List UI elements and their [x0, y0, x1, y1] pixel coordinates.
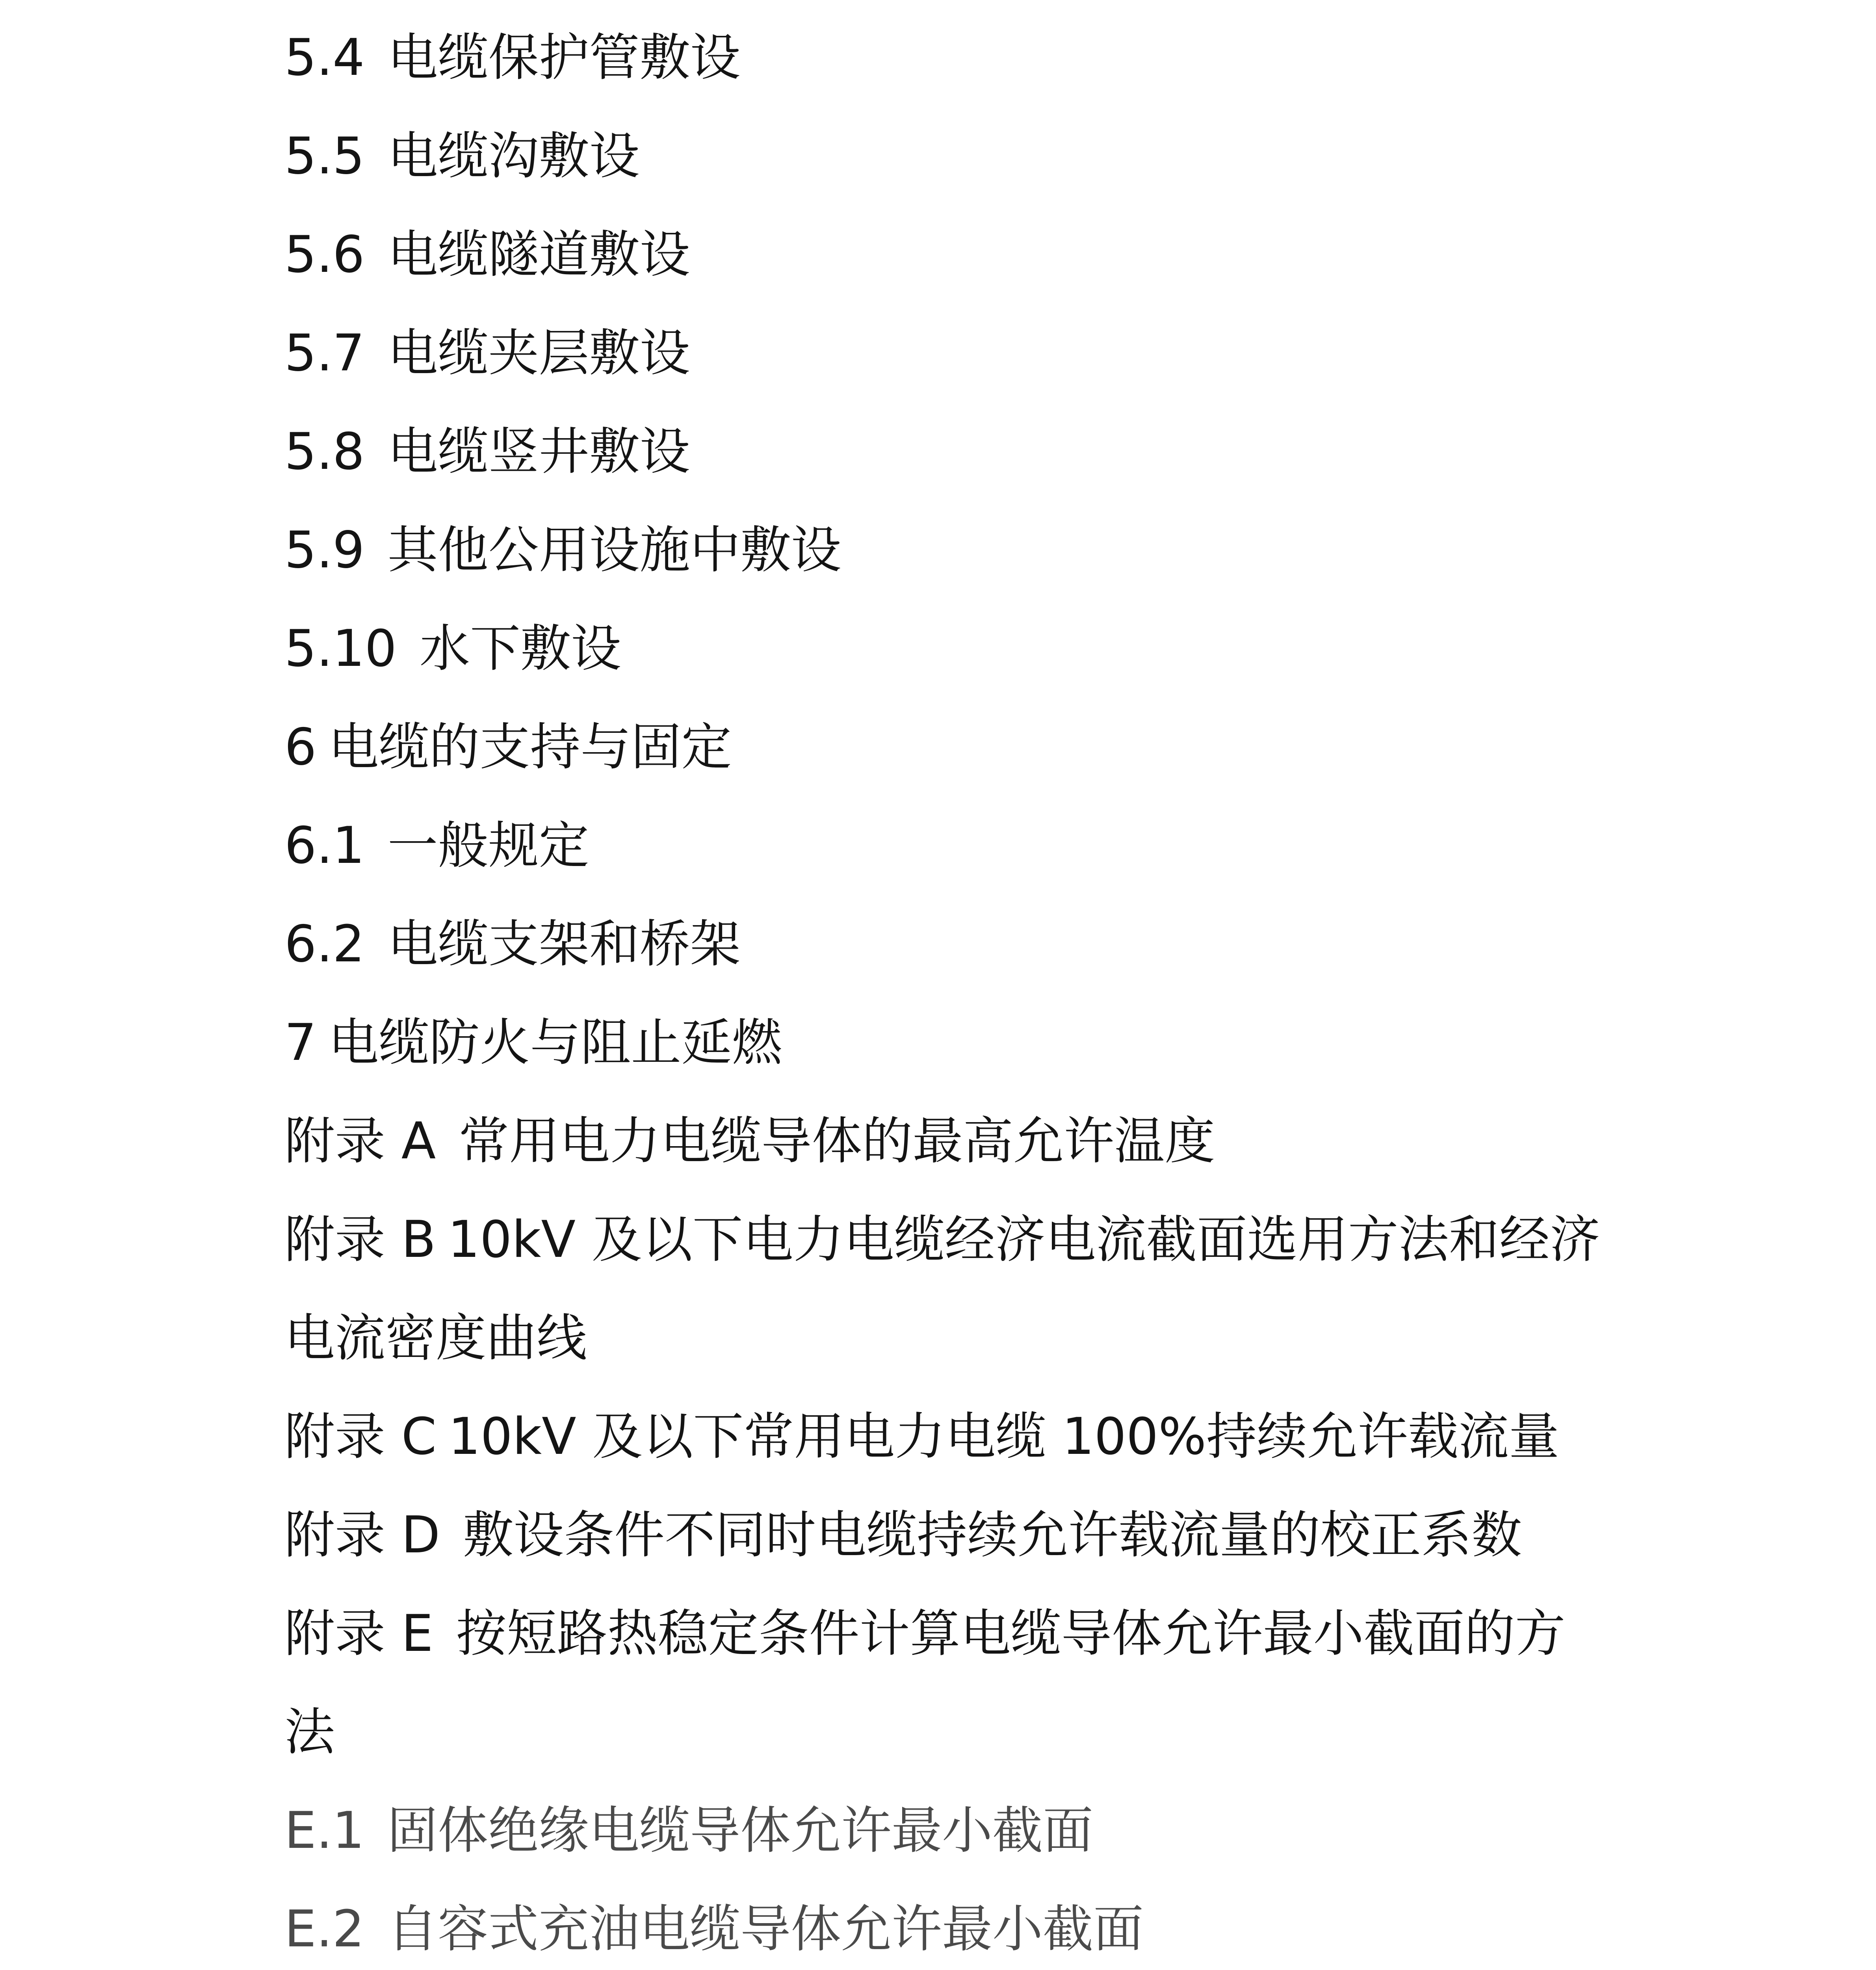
toc-entry-title: 电流密度曲线: [284, 1309, 587, 1368]
toc-entry-number: 5.6: [284, 225, 365, 284]
toc-entry-title: 电缆支架和桥架: [387, 915, 741, 974]
toc-entry-title: 电缆的支持与固定: [328, 718, 732, 777]
toc-entry-number: 附录 A: [284, 1112, 436, 1171]
toc-entry-title: 其他公用设施中敷设: [387, 521, 841, 580]
toc-entry-title: 电缆竖井敷设: [387, 422, 690, 481]
toc-entry: [284, 600, 1584, 698]
toc-entry-number: 附录 B: [284, 1210, 436, 1269]
toc-entry-title: 敷设条件不同时电缆持续允许载流量的校正系数: [463, 1506, 1522, 1565]
toc-entry-continuation: [284, 1289, 1584, 1388]
toc-entry-title: 水下敷设: [420, 619, 622, 678]
toc-entry-title: 一般规定: [387, 816, 589, 875]
toc-entry-number: E.2: [284, 1900, 364, 1959]
toc-entry: [284, 797, 1584, 895]
toc-entry: [284, 1191, 1600, 1289]
toc-entry-title: 电缆沟敷设: [387, 127, 640, 186]
toc-entry: [284, 1388, 1584, 1486]
toc-entry: [284, 994, 1584, 1092]
toc-entry-number: 6.2: [284, 915, 365, 974]
toc-entry-title: 电缆隧道敷设: [387, 225, 690, 284]
toc-entry-title: 电缆防火与阻止延燃: [328, 1013, 782, 1072]
toc-entry-number: 5.7: [284, 324, 365, 383]
toc-entry-number: 附录 E: [284, 1604, 433, 1663]
toc-entry-number: E.1: [284, 1801, 364, 1860]
toc-entry-title: 按短路热稳定条件计算电缆导体允许最小截面的方: [456, 1604, 1566, 1663]
toc-entry-number: 附录 D: [284, 1506, 440, 1565]
toc-entry-number: 5.4: [284, 28, 365, 87]
toc-entry-title: 10kV 及以下常用电力电缆 100%持续允许载流量: [448, 1407, 1559, 1466]
toc-entry-number: 6: [284, 718, 317, 777]
toc-entry: [284, 1092, 1584, 1191]
toc-entry-number: 附录 C: [284, 1407, 437, 1466]
toc-entry-number: 5.9: [284, 521, 365, 580]
toc-entry: [284, 895, 1584, 994]
toc-entry: [284, 206, 1584, 304]
toc-subentry: [284, 1782, 1584, 1880]
toc-entry: [284, 1585, 1584, 1683]
toc-entry-title: 固体绝缘电缆导体允许最小截面: [387, 1801, 1094, 1860]
toc-subentry: [284, 1880, 1584, 1970]
toc-entry: [284, 501, 1584, 600]
toc-entry: [284, 304, 1584, 403]
toc-entry: [284, 9, 1584, 107]
toc-entry-continuation: [284, 1683, 1584, 1782]
toc-entry-number: 5.10: [284, 619, 397, 678]
toc-entry-title: 10kV 及以下电力电缆经济电流截面选用方法和经济: [448, 1210, 1600, 1269]
toc-entry-number: 5.5: [284, 127, 365, 186]
toc-entry-title: 常用电力电缆导体的最高允许温度: [459, 1112, 1215, 1171]
toc-entry-number: 7: [284, 1013, 317, 1072]
toc-entry-title: 自容式充油电缆导体允许最小截面: [387, 1900, 1144, 1959]
toc-entry: [284, 403, 1584, 501]
toc-entry-number: 5.8: [284, 422, 365, 481]
table-of-contents: [284, 9, 1600, 1970]
toc-entry: [284, 107, 1584, 206]
toc-entry-title: 法: [284, 1703, 335, 1762]
toc-entry-title: 电缆保护管敷设: [387, 28, 741, 87]
toc-entry-title: 电缆夹层敷设: [387, 324, 690, 383]
toc-entry: [284, 698, 1584, 797]
toc-entry-number: 6.1: [284, 816, 365, 875]
toc-entry: [284, 1486, 1584, 1585]
